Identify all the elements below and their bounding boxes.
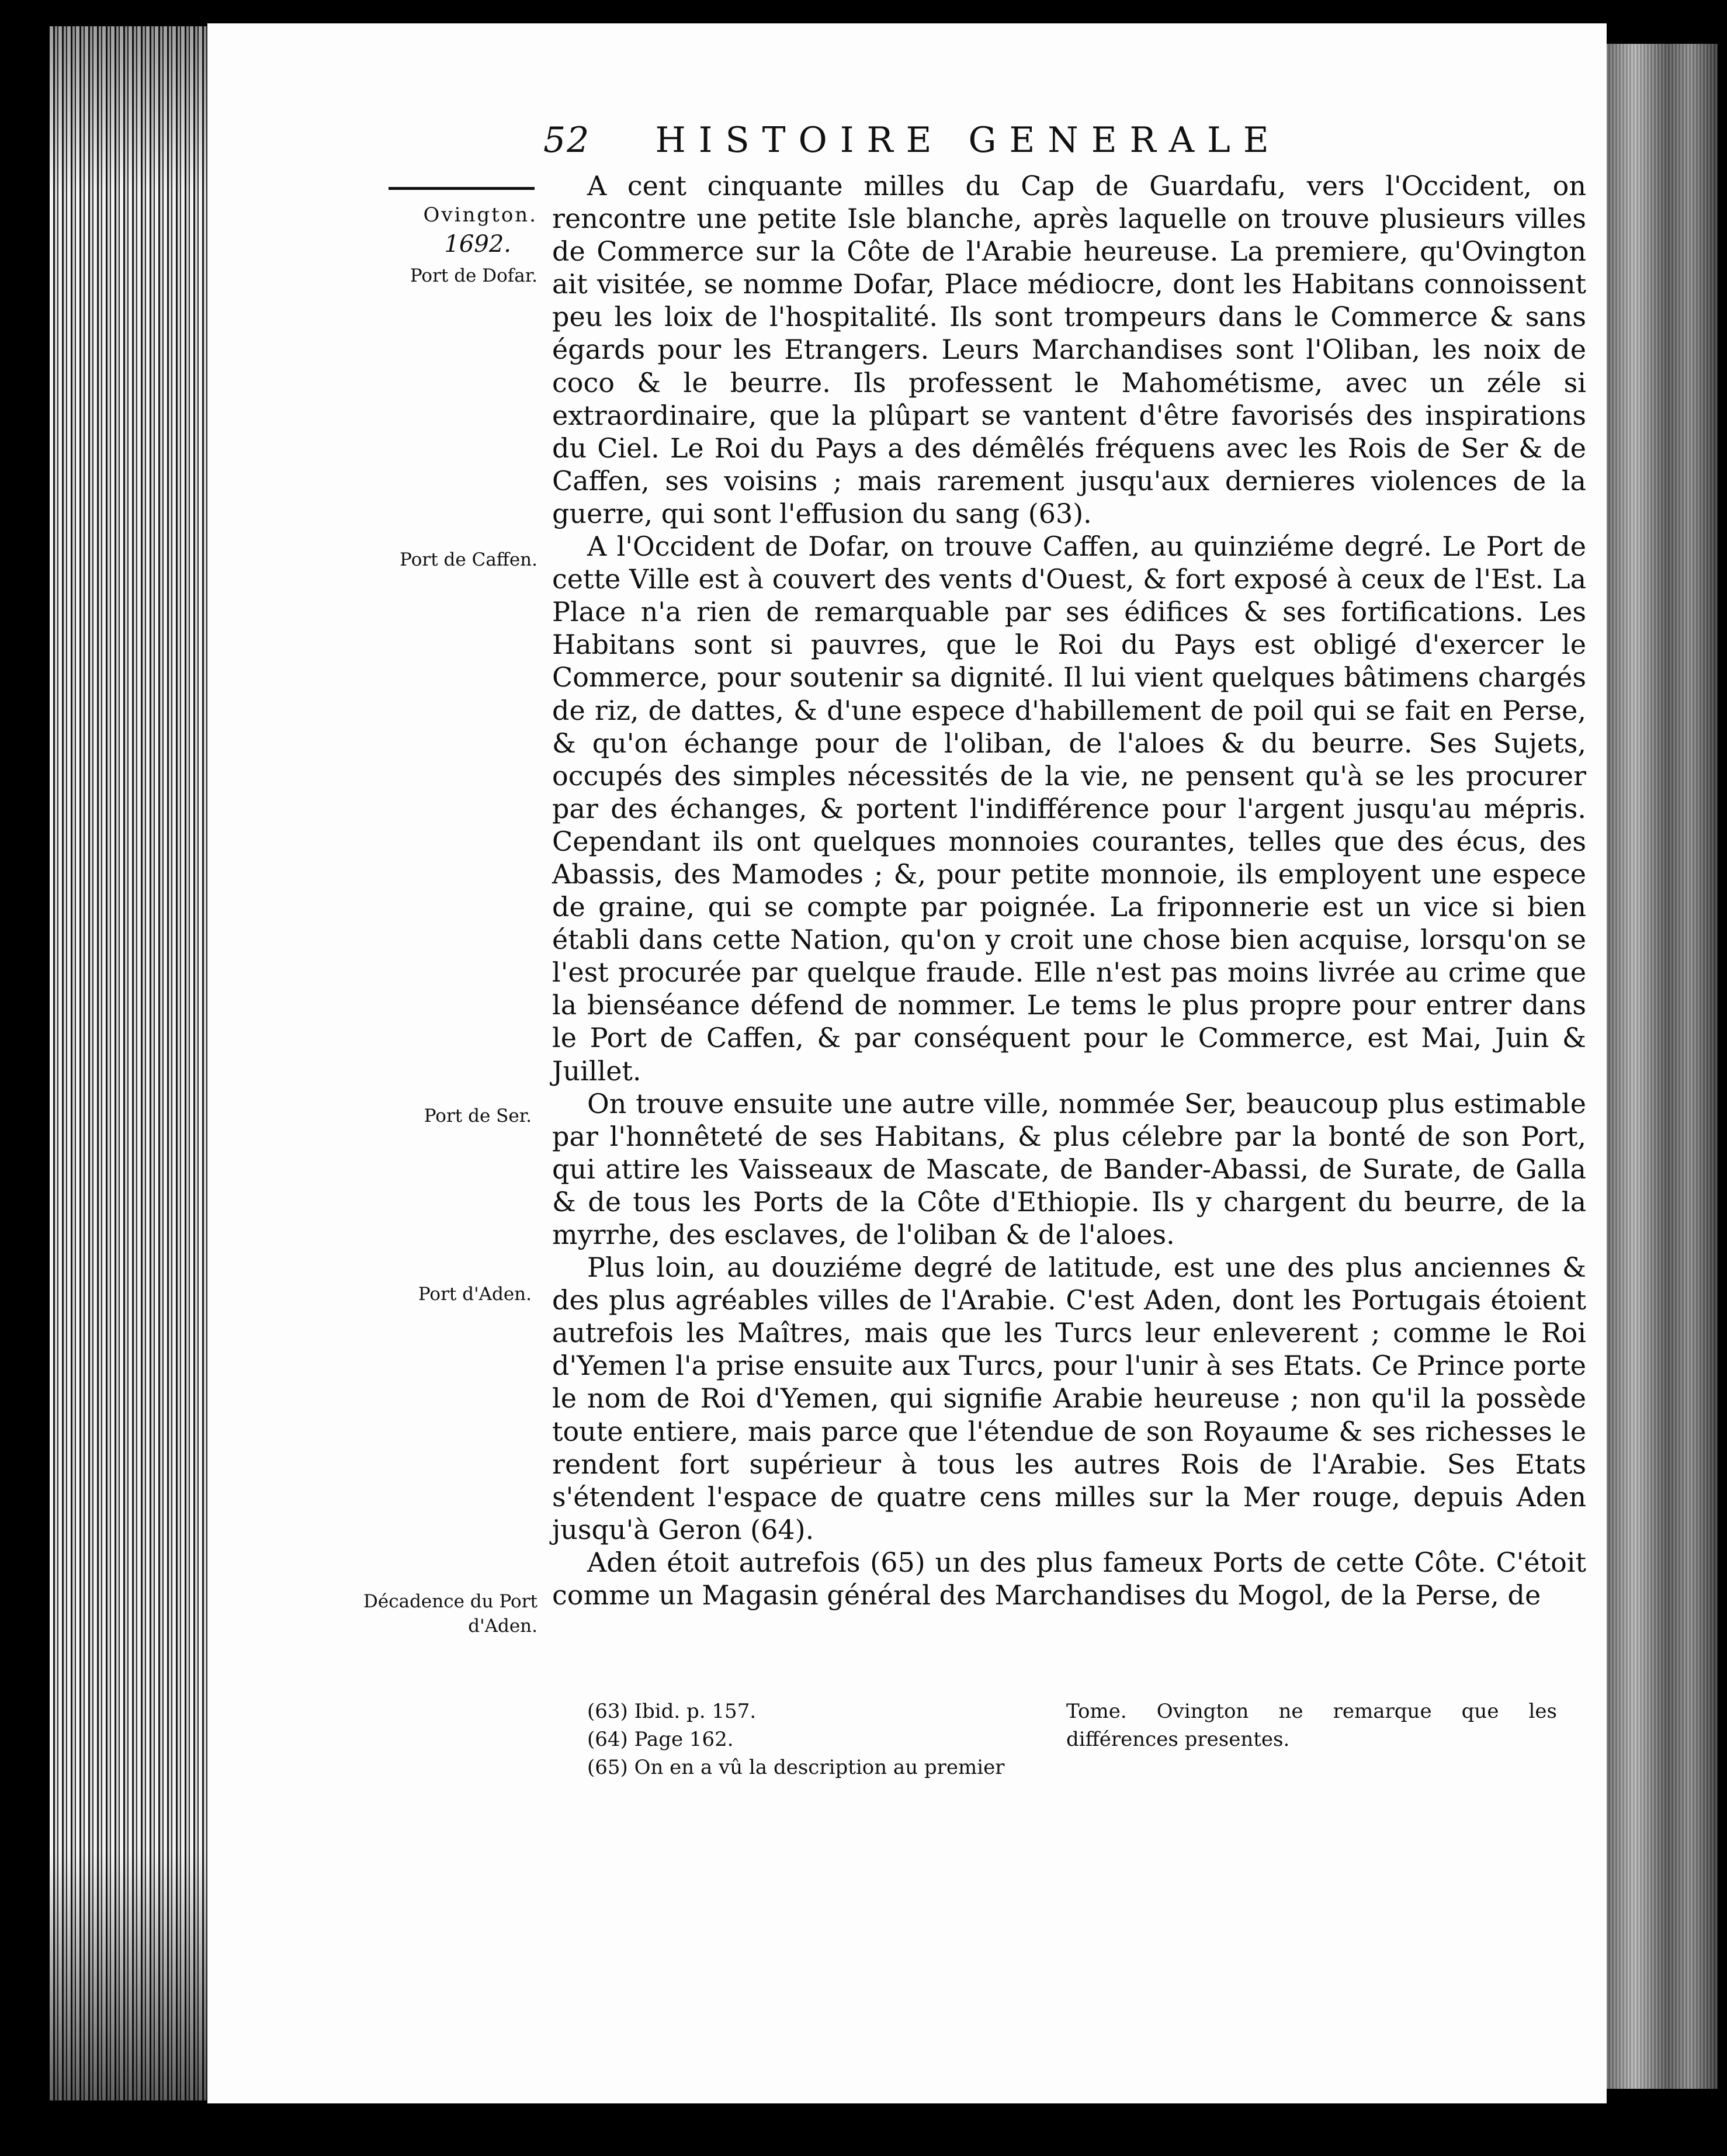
margin-note-port-caffen: Port de Caffen. — [400, 549, 537, 570]
footnotes-right-column — [1066, 1697, 1557, 1753]
paragraph-decadence: Aden étoit autrefois (65) un des plus fameux Ports de cette Côte. C'étoit comme un Magasin général des Marchandises du Mogol, de la Perse, de — [552, 1546, 1586, 1611]
paragraph-aden: Plus loin, au douziéme degré de latitude, est une des plus anciennes & des plus agréables villes de l'Arabie. C'est Aden, dont les Portugais étoient autrefois les Maîtres, mais que les Turcs leur enleverent ; comme le Roi d'Yemen l'a prise ensuite aux Turcs, pour l'unir à ses Etats. Ce Prince porte le nom de Roi d'Yemen, qui signifie Arabie heureuse ; non qu'il la possède toute entiere, mais parce que l'étendue de son Royaume & ses richesses le rendent fort supérieur à tous les autres Rois de l'Arabie. Ses Etats s'étendent l'espace de quatre cens milles sur la Mer rouge, depuis Aden jusqu'à Geron (64). — [552, 1252, 1586, 1545]
footnote-63: (63) Ibid. p. 157. — [587, 1700, 757, 1723]
margin-note-port-aden: Port d'Aden. — [418, 1284, 532, 1305]
margin-note-decadence: Décadence du Port d'Aden. — [363, 1591, 537, 1637]
margin-note-author: Ovington. — [423, 203, 537, 227]
running-head — [543, 120, 1350, 161]
book-page-edges-left — [50, 26, 207, 2100]
page-number: 52 — [543, 120, 591, 161]
body-text — [552, 169, 1586, 1611]
footnotes-left-column — [587, 1697, 1066, 1781]
margin-note-port-ser: Port de Ser. — [424, 1105, 532, 1126]
footnote-65: (65) On en a vû la description au premier — [587, 1756, 1005, 1779]
book-page-edges-right — [1607, 44, 1718, 2089]
footnote-65-continued: Tome. Ovington ne remarque que les différences presentes. — [1066, 1700, 1557, 1751]
paragraph-ser: On trouve ensuite une autre ville, nommée Ser, beaucoup plus estimable par l'honnêteté de ses Habitans, & plus célebre par la bonté de son Port, qui attire les Vaisseaux de Mascate, de Bander-Abassi, de Surate, de Galla & de tous les Ports de la Côte d'Ethiopie. Ils y chargent du beurre, de la myrrhe, des esclaves, de l'oliban & de l'aloes. — [552, 1087, 1586, 1250]
margin-note-year: 1692. — [444, 231, 511, 258]
running-title: HISTOIRE GENERALE — [655, 120, 1282, 161]
paragraph-caffen: A l'Occident de Dofar, on trouve Caffen, au quinziéme degré. Le Port de cette Ville est à couvert des vents d'Ouest, & fort exposé à ceux de l'Est. La Place n'a rien de remarquable par ses édifices & ses fortifications. Les Habitans sont si pauvres, que le Roi du Pays est obligé d'exercer le Commerce, pour soutenir sa dignité. Il lui vient quelques bâtimens chargés de riz, de dattes, & d'une espece d'habillement de poil qui se fait en Perse, & qu'on échange pour de l'oliban, de l'aloes & du beurre. Ses Sujets, occupés des simples nécessités de la vie, ne pensent qu'à se les procurer par des échanges, & portent l'indifférence pour l'argent jusqu'au mépris. Cependant ils ont quelques monnoies courantes, telles que des écus, des Abassis, des Mamodes ; &, pour petite monnoie, ils employent une espece de graine, qui se compte par poignée. La friponnerie est un vice si bien établi dans cette Nation, qu'on y croit une chose bien acquise, lorsqu'on se l'est procurée par quelque fraude. Elle n'est pas moins livrée au crime que la bienséance défend de nommer. Le tems le plus propre pour entrer dans le Port de Caffen, & par conséquent pour le Commerce, est Mai, Juin & Juillet. — [552, 531, 1586, 1087]
footnote-64: (64) Page 162. — [587, 1728, 734, 1751]
margin-note-port-dofar: Port de Dofar. — [410, 265, 537, 286]
margin-rule — [389, 187, 535, 190]
paragraph-dofar: A cent cinquante milles du Cap de Guardafu, vers l'Occident, on rencontre une petite Isle blanche, après laquelle on trouve plusieurs villes de Commerce sur la Côte de l'Arabie heureuse. La premiere, qu'Ovington ait visitée, se nomme Dofar, Place médiocre, dont les Habitans connoissent peu les loix de l'hospitalité. Ils sont trompeurs dans le Commerce & sans égards pour les Etrangers. Leurs Marchandises sont l'Oliban, les noix de coco & le beurre. Ils professent le Mahométisme, avec un zéle si extraordinaire, que la plûpart se vantent d'être favorisés des inspirations du Ciel. Le Roi du Pays a des démêlés fréquens avec les Rois de Ser & de Caffen, ses voisins ; mais rarement jusqu'aux dernieres violences de la guerre, qui sont l'effusion du sang (63). — [552, 170, 1586, 529]
